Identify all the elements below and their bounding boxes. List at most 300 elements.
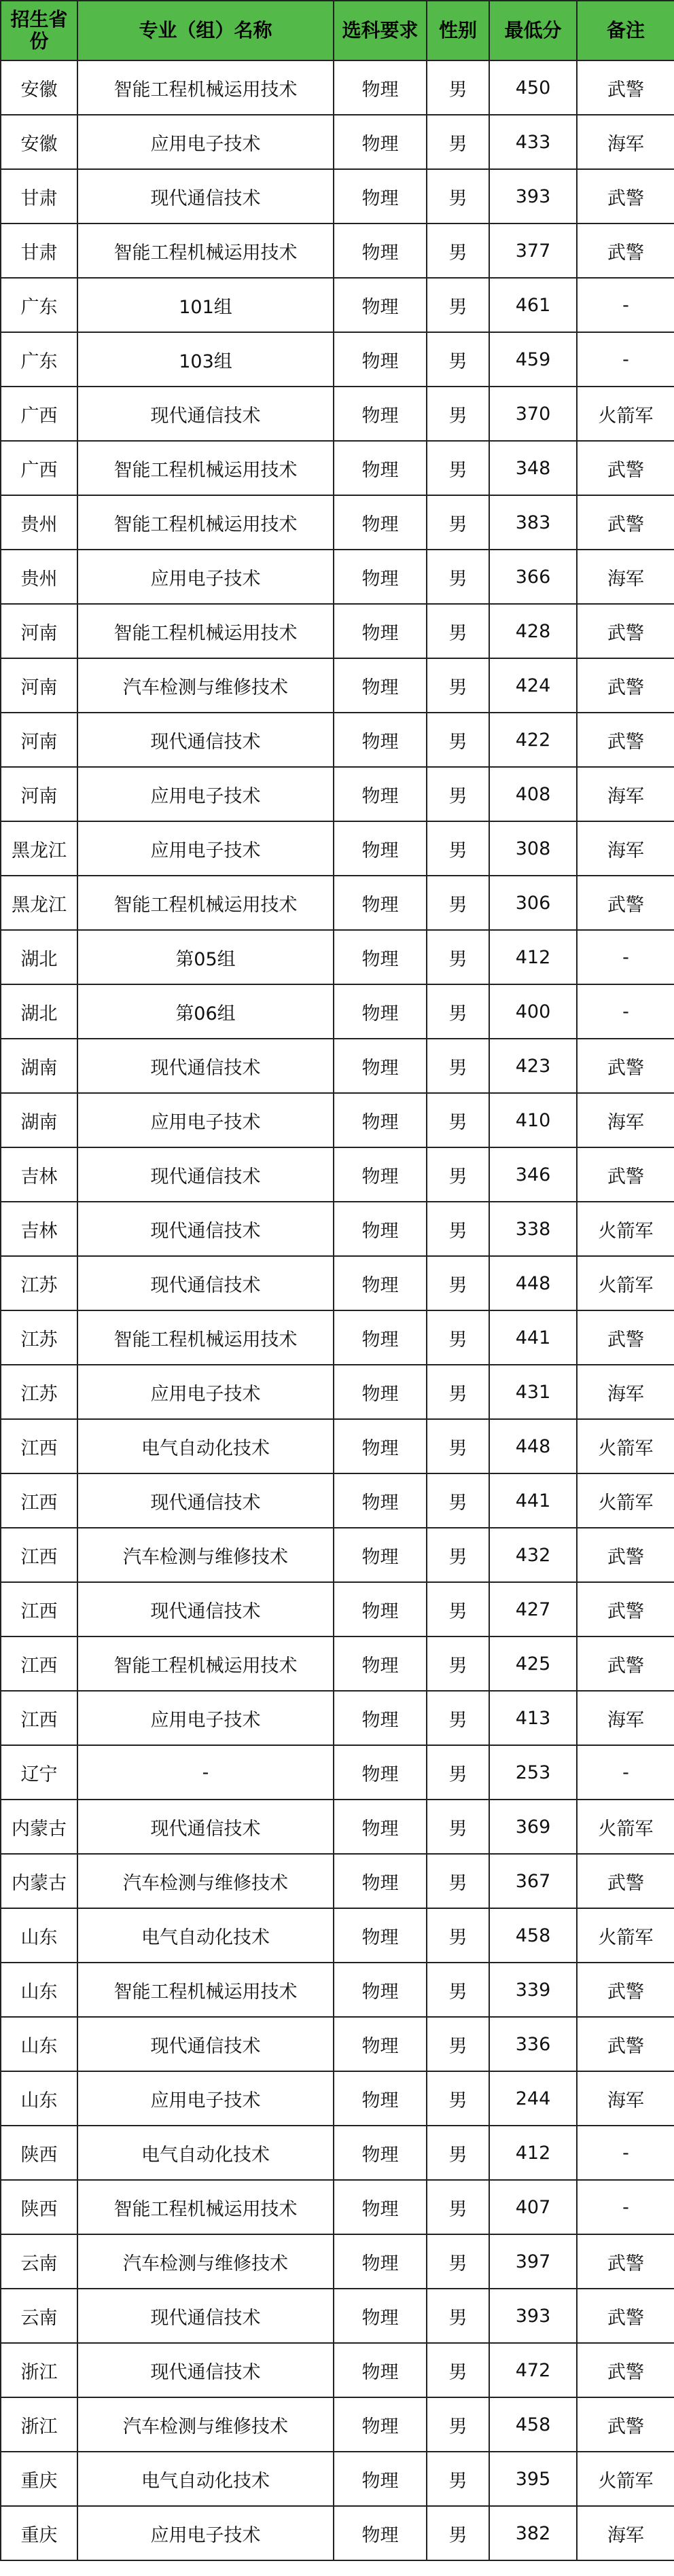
table-row	[1, 767, 674, 821]
cell-province: 山东	[1, 2071, 77, 2126]
table-row	[1, 550, 674, 604]
cell-gender: 男	[427, 2506, 489, 2560]
cell-gender: 男	[427, 495, 489, 550]
cell-note: 火箭军	[577, 2452, 674, 2506]
cell-province: 江西	[1, 1636, 77, 1691]
cell-min-score: 423	[489, 1039, 577, 1093]
cell-gender: 男	[427, 2343, 489, 2397]
cell-major: 汽车检测与维修技术	[77, 1528, 334, 1582]
cell-major: 现代通信技术	[77, 2017, 334, 2071]
cell-gender: 男	[427, 1473, 489, 1528]
table-row	[1, 1093, 674, 1147]
cell-major: 应用电子技术	[77, 2071, 334, 2126]
cell-major: 现代通信技术	[77, 1800, 334, 1854]
cell-gender: 男	[427, 2126, 489, 2180]
table-row	[1, 1419, 674, 1473]
cell-major: 现代通信技术	[77, 1256, 334, 1310]
cell-subject: 物理	[334, 1745, 427, 1800]
table-row	[1, 169, 674, 223]
cell-note: -	[577, 930, 674, 984]
cell-note: -	[577, 2180, 674, 2234]
cell-subject: 物理	[334, 2126, 427, 2180]
cell-gender: 男	[427, 1582, 489, 1636]
cell-min-score: 472	[489, 2343, 577, 2397]
cell-subject: 物理	[334, 1039, 427, 1093]
table-row	[1, 1745, 674, 1800]
table-row	[1, 2397, 674, 2452]
cell-major: 第06组	[77, 984, 334, 1039]
cell-note: 武警	[577, 2017, 674, 2071]
cell-major: 应用电子技术	[77, 2506, 334, 2560]
cell-min-score: 244	[489, 2071, 577, 2126]
table-row	[1, 278, 674, 332]
cell-gender: 男	[427, 441, 489, 495]
cell-subject: 物理	[334, 821, 427, 876]
cell-gender: 男	[427, 767, 489, 821]
header-subject	[334, 1, 427, 60]
cell-gender: 男	[427, 2071, 489, 2126]
table-row	[1, 1473, 674, 1528]
cell-major: 现代通信技术	[77, 713, 334, 767]
cell-province: 云南	[1, 2234, 77, 2289]
cell-subject: 物理	[334, 278, 427, 332]
cell-major: 电气自动化技术	[77, 2452, 334, 2506]
table-row	[1, 2343, 674, 2397]
cell-min-score: 432	[489, 1528, 577, 1582]
table-row	[1, 2452, 674, 2506]
table-row	[1, 658, 674, 713]
cell-subject: 物理	[334, 1256, 427, 1310]
cell-subject: 物理	[334, 1310, 427, 1365]
cell-subject: 物理	[334, 1582, 427, 1636]
cell-major: 应用电子技术	[77, 1691, 334, 1745]
cell-note: 火箭军	[577, 1908, 674, 1963]
cell-gender: 男	[427, 550, 489, 604]
cell-min-score: 425	[489, 1636, 577, 1691]
cell-major: 现代通信技术	[77, 2289, 334, 2343]
cell-min-score: 458	[489, 2397, 577, 2452]
table-row	[1, 495, 674, 550]
cell-province: 安徽	[1, 115, 77, 169]
cell-major: 应用电子技术	[77, 1365, 334, 1419]
cell-province: 内蒙古	[1, 1800, 77, 1854]
cell-gender: 男	[427, 658, 489, 713]
table-row	[1, 604, 674, 658]
table-row	[1, 713, 674, 767]
cell-min-score: 395	[489, 2452, 577, 2506]
cell-min-score: 407	[489, 2180, 577, 2234]
cell-gender: 男	[427, 2017, 489, 2071]
cell-note: 武警	[577, 658, 674, 713]
cell-min-score: 308	[489, 821, 577, 876]
cell-province: 江西	[1, 1528, 77, 1582]
cell-major: 应用电子技术	[77, 767, 334, 821]
table-row	[1, 1636, 674, 1691]
cell-major: 应用电子技术	[77, 1093, 334, 1147]
cell-subject: 物理	[334, 550, 427, 604]
cell-note: 武警	[577, 1528, 674, 1582]
cell-min-score: 383	[489, 495, 577, 550]
cell-min-score: 367	[489, 1854, 577, 1908]
header-major	[77, 1, 334, 60]
cell-province: 辽宁	[1, 1745, 77, 1800]
cell-note: 海军	[577, 2506, 674, 2560]
cell-gender: 男	[427, 1202, 489, 1256]
cell-province: 内蒙古	[1, 1854, 77, 1908]
table-row	[1, 1147, 674, 1202]
table-row	[1, 2126, 674, 2180]
cell-subject: 物理	[334, 2452, 427, 2506]
cell-gender: 男	[427, 2452, 489, 2506]
cell-subject: 物理	[334, 2071, 427, 2126]
cell-min-score: 448	[489, 1256, 577, 1310]
cell-major: 应用电子技术	[77, 821, 334, 876]
cell-province: 吉林	[1, 1147, 77, 1202]
cell-note: 武警	[577, 1636, 674, 1691]
cell-note: -	[577, 2126, 674, 2180]
cell-province: 山东	[1, 2017, 77, 2071]
cell-subject: 物理	[334, 984, 427, 1039]
cell-major: 现代通信技术	[77, 1039, 334, 1093]
cell-min-score: 412	[489, 930, 577, 984]
cell-subject: 物理	[334, 1419, 427, 1473]
cell-min-score: 450	[489, 60, 577, 115]
table-row	[1, 2180, 674, 2234]
cell-subject: 物理	[334, 876, 427, 930]
cell-province: 甘肃	[1, 169, 77, 223]
table-row	[1, 387, 674, 441]
cell-note: 海军	[577, 1093, 674, 1147]
cell-province: 河南	[1, 604, 77, 658]
cell-gender: 男	[427, 115, 489, 169]
table-row	[1, 115, 674, 169]
cell-gender: 男	[427, 223, 489, 278]
cell-min-score: 422	[489, 713, 577, 767]
table-row	[1, 1963, 674, 2017]
cell-province: 江西	[1, 1419, 77, 1473]
header-row	[1, 1, 674, 60]
cell-min-score: 339	[489, 1963, 577, 2017]
cell-min-score: 433	[489, 115, 577, 169]
cell-major: 汽车检测与维修技术	[77, 1854, 334, 1908]
table-row	[1, 2017, 674, 2071]
cell-province: 广西	[1, 441, 77, 495]
cell-gender: 男	[427, 169, 489, 223]
cell-gender: 男	[427, 604, 489, 658]
cell-subject: 物理	[334, 1093, 427, 1147]
cell-major: 现代通信技术	[77, 1473, 334, 1528]
cell-subject: 物理	[334, 1691, 427, 1745]
cell-gender: 男	[427, 387, 489, 441]
cell-note: 武警	[577, 1039, 674, 1093]
table-row	[1, 441, 674, 495]
cell-gender: 男	[427, 1365, 489, 1419]
cell-major: 智能工程机械运用技术	[77, 1310, 334, 1365]
cell-note: 火箭军	[577, 387, 674, 441]
cell-province: 陕西	[1, 2180, 77, 2234]
cell-province: 陕西	[1, 2126, 77, 2180]
cell-province: 江西	[1, 1691, 77, 1745]
cell-gender: 男	[427, 1039, 489, 1093]
cell-major: 第05组	[77, 930, 334, 984]
cell-subject: 物理	[334, 332, 427, 387]
table-row	[1, 1854, 674, 1908]
cell-province: 江西	[1, 1473, 77, 1528]
table-row	[1, 1691, 674, 1745]
cell-note: 武警	[577, 495, 674, 550]
table-row	[1, 1256, 674, 1310]
cell-major: 现代通信技术	[77, 2343, 334, 2397]
cell-min-score: 393	[489, 2289, 577, 2343]
cell-subject: 物理	[334, 2506, 427, 2560]
cell-min-score: 400	[489, 984, 577, 1039]
cell-subject: 物理	[334, 2343, 427, 2397]
header-note	[577, 1, 674, 60]
cell-subject: 物理	[334, 2289, 427, 2343]
cell-subject: 物理	[334, 2234, 427, 2289]
cell-note: 武警	[577, 2343, 674, 2397]
cell-province: 湖南	[1, 1093, 77, 1147]
cell-note: -	[577, 1745, 674, 1800]
header-province	[1, 1, 77, 60]
header-major-label: 专业（组）名称	[139, 18, 272, 41]
cell-min-score: 253	[489, 1745, 577, 1800]
cell-major: 智能工程机械运用技术	[77, 495, 334, 550]
cell-major: 智能工程机械运用技术	[77, 604, 334, 658]
cell-note: 武警	[577, 60, 674, 115]
cell-gender: 男	[427, 1691, 489, 1745]
cell-gender: 男	[427, 930, 489, 984]
cell-province: 广西	[1, 387, 77, 441]
cell-subject: 物理	[334, 2180, 427, 2234]
cell-major: 电气自动化技术	[77, 1908, 334, 1963]
cell-note: -	[577, 278, 674, 332]
cell-gender: 男	[427, 1908, 489, 1963]
cell-note: 武警	[577, 2289, 674, 2343]
cell-note: 海军	[577, 115, 674, 169]
cell-gender: 男	[427, 984, 489, 1039]
cell-min-score: 412	[489, 2126, 577, 2180]
cell-gender: 男	[427, 2397, 489, 2452]
cell-note: 海军	[577, 767, 674, 821]
table-row	[1, 876, 674, 930]
cell-province: 浙江	[1, 2397, 77, 2452]
cell-note: 武警	[577, 169, 674, 223]
table-row	[1, 984, 674, 1039]
cell-min-score: 348	[489, 441, 577, 495]
cell-min-score: 370	[489, 387, 577, 441]
cell-min-score: 458	[489, 1908, 577, 1963]
cell-major: 现代通信技术	[77, 169, 334, 223]
cell-note: 武警	[577, 2397, 674, 2452]
cell-province: 湖北	[1, 984, 77, 1039]
cell-note: 武警	[577, 1310, 674, 1365]
cell-gender: 男	[427, 1419, 489, 1473]
cell-province: 贵州	[1, 495, 77, 550]
header-min-score-label: 最低分	[504, 18, 562, 41]
cell-min-score: 428	[489, 604, 577, 658]
cell-province: 河南	[1, 767, 77, 821]
cell-gender: 男	[427, 1310, 489, 1365]
cell-subject: 物理	[334, 495, 427, 550]
cell-subject: 物理	[334, 1963, 427, 2017]
cell-province: 广东	[1, 278, 77, 332]
cell-min-score: 448	[489, 1419, 577, 1473]
cell-min-score: 346	[489, 1147, 577, 1202]
cell-major: 智能工程机械运用技术	[77, 60, 334, 115]
header-gender-label: 性别	[438, 18, 477, 41]
table-row	[1, 223, 674, 278]
cell-gender: 男	[427, 2289, 489, 2343]
cell-gender: 男	[427, 1963, 489, 2017]
cell-major: -	[77, 1745, 334, 1800]
cell-province: 江苏	[1, 1365, 77, 1419]
cell-province: 江西	[1, 1582, 77, 1636]
header-subject-label: 选科要求	[342, 18, 419, 41]
table-row	[1, 930, 674, 984]
cell-note: 武警	[577, 713, 674, 767]
cell-note: 武警	[577, 1147, 674, 1202]
cell-note: -	[577, 332, 674, 387]
header-province-label: 招生省份	[10, 7, 68, 52]
cell-min-score: 336	[489, 2017, 577, 2071]
cell-province: 安徽	[1, 60, 77, 115]
cell-gender: 男	[427, 332, 489, 387]
cell-major: 现代通信技术	[77, 1147, 334, 1202]
cell-subject: 物理	[334, 658, 427, 713]
cell-subject: 物理	[334, 387, 427, 441]
cell-province: 贵州	[1, 550, 77, 604]
cell-province: 重庆	[1, 2506, 77, 2560]
cell-subject: 物理	[334, 2017, 427, 2071]
cell-province: 河南	[1, 713, 77, 767]
table-row	[1, 1908, 674, 1963]
cell-province: 山东	[1, 1963, 77, 2017]
cell-note: 火箭军	[577, 1256, 674, 1310]
cell-gender: 男	[427, 1093, 489, 1147]
cell-subject: 物理	[334, 1202, 427, 1256]
cell-subject: 物理	[334, 1365, 427, 1419]
cell-min-score: 413	[489, 1691, 577, 1745]
cell-major: 汽车检测与维修技术	[77, 2234, 334, 2289]
cell-province: 吉林	[1, 1202, 77, 1256]
cell-major: 智能工程机械运用技术	[77, 1636, 334, 1691]
table-row	[1, 1310, 674, 1365]
cell-province: 山东	[1, 1908, 77, 1963]
table-row	[1, 2071, 674, 2126]
cell-min-score: 424	[489, 658, 577, 713]
cell-note: 武警	[577, 876, 674, 930]
cell-note: 火箭军	[577, 1473, 674, 1528]
cell-province: 江苏	[1, 1310, 77, 1365]
cell-major: 智能工程机械运用技术	[77, 1963, 334, 2017]
cell-major: 智能工程机械运用技术	[77, 223, 334, 278]
table-row	[1, 1039, 674, 1093]
table-row	[1, 1365, 674, 1419]
cell-province: 湖北	[1, 930, 77, 984]
cell-min-score: 461	[489, 278, 577, 332]
cell-gender: 男	[427, 1147, 489, 1202]
cell-major: 103组	[77, 332, 334, 387]
cell-subject: 物理	[334, 115, 427, 169]
cell-gender: 男	[427, 60, 489, 115]
cell-note: 武警	[577, 604, 674, 658]
cell-province: 浙江	[1, 2343, 77, 2397]
cell-major: 电气自动化技术	[77, 2126, 334, 2180]
cell-min-score: 408	[489, 767, 577, 821]
cell-province: 河南	[1, 658, 77, 713]
cell-subject: 物理	[334, 441, 427, 495]
cell-subject: 物理	[334, 1147, 427, 1202]
cell-min-score: 410	[489, 1093, 577, 1147]
cell-note: 武警	[577, 441, 674, 495]
cell-province: 云南	[1, 2289, 77, 2343]
table-row	[1, 1582, 674, 1636]
cell-min-score: 366	[489, 550, 577, 604]
cell-min-score: 306	[489, 876, 577, 930]
cell-note: 海军	[577, 550, 674, 604]
cell-major: 智能工程机械运用技术	[77, 441, 334, 495]
cell-note: 火箭军	[577, 1419, 674, 1473]
cell-note: 海军	[577, 821, 674, 876]
table-body	[1, 60, 674, 2560]
table-row	[1, 2289, 674, 2343]
table-row	[1, 60, 674, 115]
cell-subject: 物理	[334, 169, 427, 223]
cell-min-score: 377	[489, 223, 577, 278]
cell-major: 电气自动化技术	[77, 1419, 334, 1473]
table-row	[1, 332, 674, 387]
cell-note: 武警	[577, 223, 674, 278]
cell-min-score: 441	[489, 1310, 577, 1365]
cell-note: 海军	[577, 1691, 674, 1745]
cell-subject: 物理	[334, 1800, 427, 1854]
cell-gender: 男	[427, 713, 489, 767]
cell-province: 黑龙江	[1, 821, 77, 876]
cell-major: 现代通信技术	[77, 1202, 334, 1256]
cell-major: 智能工程机械运用技术	[77, 876, 334, 930]
cell-major: 智能工程机械运用技术	[77, 2180, 334, 2234]
cell-gender: 男	[427, 2180, 489, 2234]
cell-gender: 男	[427, 1636, 489, 1691]
cell-note: 海军	[577, 2071, 674, 2126]
cell-note: 武警	[577, 1582, 674, 1636]
cell-gender: 男	[427, 876, 489, 930]
cell-gender: 男	[427, 2234, 489, 2289]
table-row	[1, 1528, 674, 1582]
cell-min-score: 431	[489, 1365, 577, 1419]
cell-subject: 物理	[334, 60, 427, 115]
cell-gender: 男	[427, 278, 489, 332]
cell-subject: 物理	[334, 713, 427, 767]
cell-gender: 男	[427, 1256, 489, 1310]
cell-note: 海军	[577, 1365, 674, 1419]
cell-min-score: 459	[489, 332, 577, 387]
cell-major: 现代通信技术	[77, 387, 334, 441]
cell-subject: 物理	[334, 1473, 427, 1528]
cell-min-score: 397	[489, 2234, 577, 2289]
cell-min-score: 382	[489, 2506, 577, 2560]
cell-province: 湖南	[1, 1039, 77, 1093]
cell-subject: 物理	[334, 604, 427, 658]
cell-subject: 物理	[334, 2397, 427, 2452]
cell-subject: 物理	[334, 1528, 427, 1582]
cell-gender: 男	[427, 1745, 489, 1800]
header-min-score	[489, 1, 577, 60]
cell-major: 101组	[77, 278, 334, 332]
cell-major: 应用电子技术	[77, 550, 334, 604]
cell-province: 广东	[1, 332, 77, 387]
